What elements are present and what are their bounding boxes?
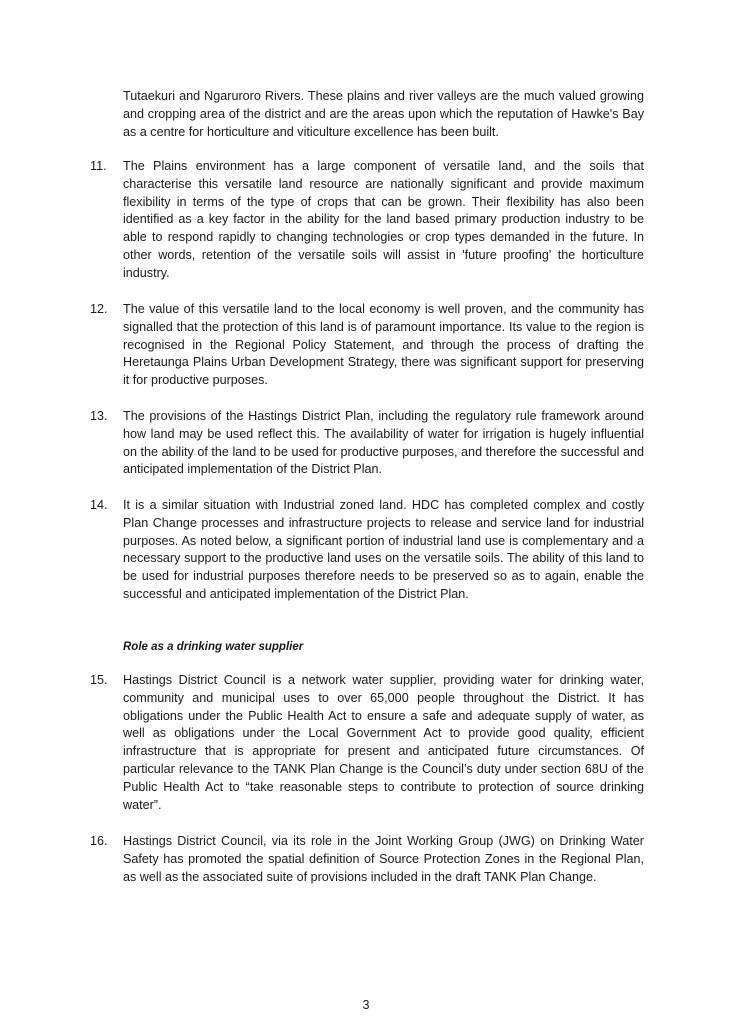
paragraph-number-16: 16. — [90, 834, 108, 848]
paragraph-16: Hastings District Council, via its role in the Joint Working Group (JWG) on Drinking Water Safety has promoted the spatial definition of Source Protection Zones in the Regional Plan, as well as the associated suite of provisions included in the draft TANK Plan Change. — [123, 834, 644, 884]
paragraph-continued: Tutaekuri and Ngaruroro Rivers. These plains and river valleys are the much valued growing and cropping area of the district and are the areas upon which the reputation of Hawke's Bay as a centre for horticulture and viticulture excellence has been built. — [123, 89, 644, 139]
page-number: 3 — [362, 998, 370, 1012]
paragraph-number-14: 14. — [90, 498, 108, 512]
paragraph-13: The provisions of the Hastings District Plan, including the regulatory rule framework around how land may be used reflect this. The availability of water for irrigation is hugely influential on the ability of the land to be used for productive purposes, and therefore the successful and anticipated implementation of the District Plan. — [123, 409, 644, 477]
paragraph-15: Hastings District Council is a network water supplier, providing water for drinking water, community and municipal uses to over 65,000 people throughout the District. It has obligations under the Public Health Act to ensure a safe and adequate supply of water, as well as obligations under the Local Government Act to provide good quality, efficient infrastructure that is appropriate for present and anticipated future circumstances. Of particular relevance to the TANK Plan Change is the Council’s duty under section 68U of the Public Health Act to “take reasonable steps to contribute to protection of source drinking water”. — [123, 673, 644, 812]
paragraph-number-12: 12. — [90, 302, 108, 316]
paragraph-14: It is a similar situation with Industrial zoned land. HDC has completed complex and costly Plan Change processes and infrastructure projects to release and service land for industrial purposes. As noted below, a significant portion of industrial land use is complementary and a necessary support to the productive land uses on the versatile soils. The ability of this land to be used for industrial purposes therefore needs to be preserved so as to again, enable the successful and anticipated implementation of the District Plan. — [123, 498, 644, 601]
paragraph-12: The value of this versatile land to the local economy is well proven, and the community has signalled that the protection of this land is of paramount importance. Its value to the region is recognised in the Regional Policy Statement, and through the process of drafting the Heretaunga Plains Urban Development Strategy, there was significant support for preserving it for productive purposes. — [123, 302, 644, 388]
paragraph-number-11: 11. — [90, 159, 107, 173]
paragraph-number-15: 15. — [90, 673, 108, 687]
paragraph-number-13: 13. — [90, 409, 108, 423]
paragraph-11: The Plains environment has a large component of versatile land, and the soils that characterise this versatile land resource are nationally significant and provide maximum flexibility in terms of the type of crops that can be grown. Their flexibility has also been identified as a key factor in the ability for the land based primary production industry to be able to respond rapidly to changing technologies or crop types demanded in the future. In other words, retention of the versatile soils will assist in 'future proofing' the horticulture industry. — [123, 159, 644, 280]
section-heading: Role as a drinking water supplier — [123, 641, 304, 653]
